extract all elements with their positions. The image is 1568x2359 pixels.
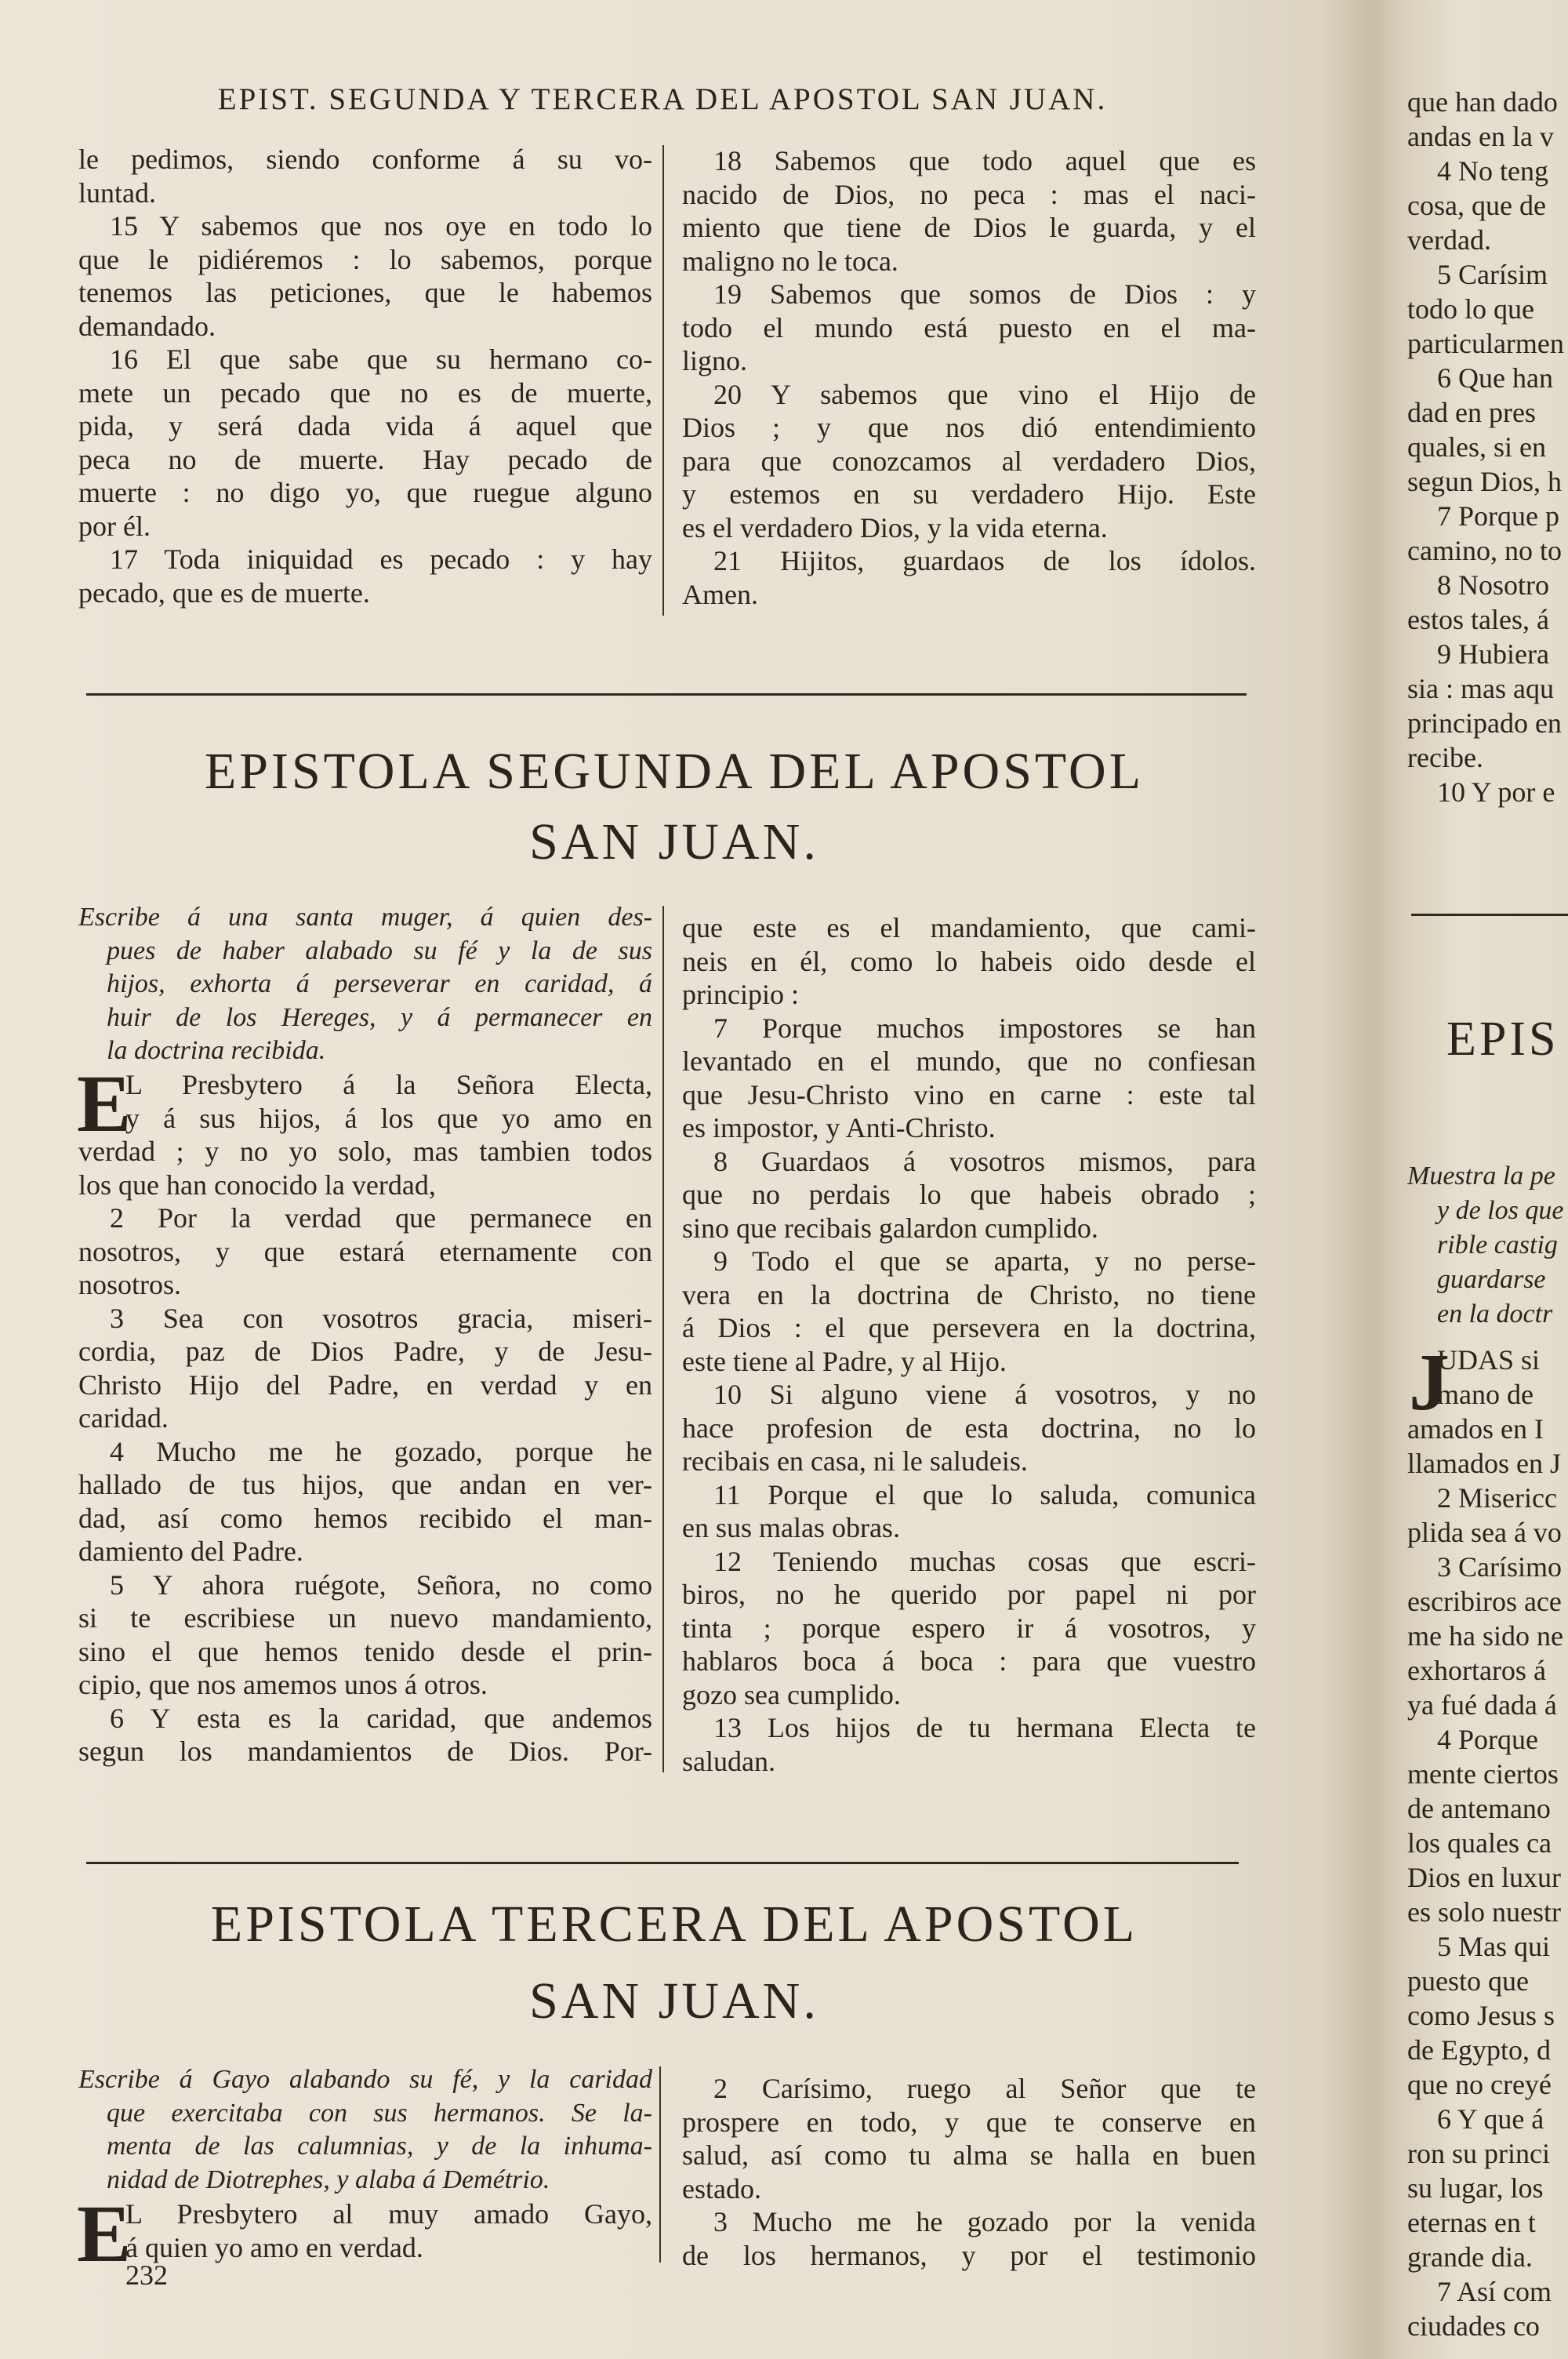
text-line: Amen. — [682, 578, 758, 610]
text-line: que le pidiéremos : lo sabemos, porque — [78, 243, 652, 275]
text-line: miento que tiene de Dios le guarda, y el — [682, 212, 1256, 243]
text-line: nosotros. — [78, 1269, 182, 1300]
column-divider — [662, 906, 664, 1772]
page-number: 232 — [125, 2259, 168, 2291]
summary-line: hijos, exhorta á perseverar en caridad, á — [107, 969, 652, 998]
section-rule — [86, 1862, 1239, 1864]
top-left-column — [78, 143, 652, 609]
facing-page-title: EPIS — [1446, 1012, 1559, 1066]
text-line: de Egypto, d — [1407, 2034, 1551, 2066]
text-line: verdad ; y no yo solo, mas tambien todos — [78, 1136, 652, 1167]
text-line: rible castig — [1437, 1230, 1558, 1259]
third-epistle-title-line2: SAN JUAN. — [529, 1972, 819, 2030]
text-line: 8 Guardaos á vosotros mismos, para — [713, 1145, 1256, 1177]
text-line: escribiros ace — [1407, 1586, 1562, 1617]
summary-line: huir de los Hereges, y á permanecer en — [107, 1002, 652, 1032]
text-line: segun Dios, h — [1407, 466, 1562, 497]
text-line: 4 No teng — [1437, 155, 1548, 187]
text-line: levantado en el mundo, que no confiesan — [682, 1045, 1256, 1077]
text-line: 10 Si alguno viene á vosotros, y no — [713, 1379, 1256, 1410]
text-line: 6 Y esta es la caridad, que andemos — [110, 1702, 652, 1734]
text-line: puesto que — [1407, 1965, 1529, 1997]
text-line: principado en — [1407, 707, 1562, 739]
text-line: damiento del Padre. — [78, 1536, 303, 1567]
text-line: 16 El que sabe que su hermano co- — [110, 343, 652, 375]
text-line: de los hermanos, y por el testimonio — [682, 2239, 1256, 2271]
text-line: Christo Hijo del Padre, en verdad y en — [78, 1369, 652, 1401]
text-line: á Dios : el que persevera en la doctrina, — [682, 1312, 1256, 1343]
third-epistle-summary — [78, 2063, 652, 2197]
text-line: los quales ca — [1407, 1827, 1552, 1859]
text-line: 4 Mucho me he gozado, porque he — [110, 1435, 652, 1467]
text-line: plida sea á vo — [1407, 1517, 1562, 1548]
text-line: 7 Porque p — [1437, 500, 1559, 532]
text-line: mano de — [1437, 1379, 1534, 1410]
text-line: Muestra la pe — [1407, 1161, 1555, 1190]
text-line: pida, y será dada vida á aquel que — [78, 410, 652, 442]
text-line: mente ciertos — [1407, 1758, 1559, 1790]
text-line: es solo nuestr — [1407, 1896, 1561, 1928]
text-line: cordia, paz de Dios Padre, y de Jesu- — [78, 1336, 652, 1367]
drop-cap: J — [1409, 1337, 1450, 1427]
text-line: le pedimos, siendo conforme á su vo- — [78, 144, 652, 175]
text-line: tinta ; porque espero ir á vosotros, y — [682, 1612, 1256, 1644]
text-line: 3 Sea con vosotros gracia, miseri- — [110, 1302, 652, 1334]
text-line: que no perdais lo que habeis obrado ; — [682, 1179, 1256, 1210]
text-line: dad, así como hemos recibido el man- — [78, 1502, 652, 1534]
facing-page-top-text — [1407, 85, 1568, 809]
column-divider — [659, 2066, 661, 2263]
section-rule — [86, 693, 1247, 696]
text-line: 5 Carísim — [1437, 259, 1548, 290]
text-line: 20 Y sabemos que vino el Hijo de — [713, 378, 1256, 410]
text-line: ligno. — [682, 345, 748, 376]
text-line: Dios en luxur — [1407, 1862, 1561, 1893]
text-line: 17 Toda iniquidad es pecado : y hay — [110, 543, 652, 575]
text-line: mete un pecado que no es de muerte, — [78, 376, 652, 409]
text-line: 2 Misericc — [1437, 1482, 1557, 1514]
text-line: que han dado — [1407, 86, 1558, 118]
text-line: como Jesus s — [1407, 2000, 1555, 2031]
text-line: sino que recibais galardon cumplido. — [682, 1212, 1098, 1244]
text-line: quales, si en — [1407, 431, 1546, 463]
text-line: luntad. — [78, 176, 156, 209]
text-line: es impostor, y Anti-Christo. — [682, 1112, 996, 1143]
top-right-column — [682, 144, 1256, 611]
text-line: dad en pres — [1407, 397, 1536, 428]
text-line: verdad. — [1407, 224, 1491, 256]
facing-page-body — [1407, 1337, 1568, 2343]
text-line: 3 Carísimo — [1437, 1551, 1562, 1583]
text-line: ciudades co — [1407, 2310, 1540, 2342]
text-line: todo lo que — [1407, 293, 1534, 325]
text-line: 21 Hijitos, guardaos de los ídolos. — [713, 545, 1256, 576]
drop-cap: E — [77, 1059, 132, 1149]
text-line: 13 Los hijos de tu hermana Electa te — [713, 1712, 1256, 1743]
text-line: eternas en t — [1407, 2207, 1536, 2238]
text-line: cipio, que nos amemos unos á otros. — [78, 1669, 488, 1700]
running-header: EPIST. SEGUNDA Y TERCERA DEL APOSTOL SAN JUAN. — [217, 82, 1108, 116]
text-line: 7 Así com — [1437, 2276, 1552, 2307]
text-line: estos tales, á — [1407, 604, 1549, 635]
text-line: principio : — [682, 979, 799, 1010]
text-line: saludan. — [682, 1745, 775, 1777]
text-line: grande dia. — [1407, 2241, 1533, 2273]
text-line: vera en la doctrina de Christo, no tiene — [682, 1278, 1256, 1310]
text-line: salud, así como tu alma se halla en buen — [682, 2139, 1256, 2171]
text-line: guardarse — [1437, 1265, 1546, 1294]
text-line: 9 Todo el que se aparta, y no perse- — [713, 1245, 1256, 1277]
third-epistle-title-line1: EPISTOLA TERCERA DEL APOSTOL — [210, 1896, 1138, 1953]
text-line: andas en la v — [1407, 121, 1554, 152]
text-line: 18 Sabemos que todo aquel que es — [713, 145, 1256, 176]
text-line: 5 Mas qui — [1437, 1931, 1550, 1962]
text-line: estado. — [682, 2172, 761, 2205]
text-line: amados en I — [1407, 1413, 1544, 1445]
text-line: 15 Y sabemos que nos oye en todo lo — [110, 210, 652, 242]
text-line: me ha sido ne — [1407, 1620, 1563, 1652]
second-epistle-title-line2: SAN JUAN. — [529, 813, 819, 871]
second-epistle-right-column — [682, 911, 1256, 1778]
text-line: 12 Teniendo muchas cosas que escri- — [713, 1545, 1256, 1577]
text-line: nacido de Dios, no peca : mas el naci- — [682, 178, 1256, 210]
drop-cap: E — [77, 2189, 132, 2279]
text-line: si te escribiese un nuevo mandamiento, — [78, 1602, 652, 1634]
summary-line: que exercitaba con sus hermanos. Se la- — [107, 2098, 652, 2128]
summary-line: la doctrina recibida. — [107, 1036, 326, 1065]
text-line: L Presbytero á la Señora Electa, — [125, 1069, 652, 1100]
column-divider — [662, 145, 664, 616]
text-line: los que han conocido la verdad, — [78, 1169, 436, 1201]
second-epistle-summary — [78, 901, 652, 1068]
text-line: 2 Carísimo, ruego al Señor que te — [713, 2073, 1256, 2104]
text-line: sia : mas aqu — [1407, 673, 1554, 704]
text-line: es el verdadero Dios, y la vida eterna. — [682, 511, 1108, 543]
text-line: 9 Hubiera — [1437, 638, 1549, 670]
summary-line: nidad de Diotrephes, y alaba á Demétrio. — [107, 2165, 550, 2194]
text-line: demandado. — [78, 310, 216, 342]
text-line: y estemos en su verdadero Hijo. Este — [682, 478, 1256, 510]
text-line: en la doctr — [1437, 1299, 1553, 1329]
text-line: y de los que — [1437, 1196, 1564, 1225]
text-line: segun los mandamientos de Dios. Por- — [78, 1736, 652, 1767]
text-line: hallado de tus hijos, que andan en ver- — [78, 1469, 652, 1500]
text-line: camino, no to — [1407, 535, 1562, 566]
text-line: 7 Porque muchos impostores se han — [713, 1012, 1256, 1044]
text-line: su lugar, los — [1407, 2172, 1544, 2204]
text-line: neis en él, como lo habeis oido desde el — [682, 945, 1256, 977]
text-line: hablaros boca á boca : para que vuestro — [682, 1645, 1256, 1677]
text-line: particularmen — [1407, 328, 1564, 359]
text-line: pecado, que es de muerte. — [78, 576, 370, 609]
text-line: tenemos las peticiones, que le habemos — [78, 277, 652, 308]
text-line: todo el mundo está puesto en el ma- — [682, 311, 1256, 343]
second-epistle-title-line1: EPISTOLA SEGUNDA DEL APOSTOL — [204, 743, 1145, 800]
summary-line: menta de las calumnias, y de la inhuma- — [107, 2132, 652, 2161]
text-line: que Jesu-Christo vino en carne : este tal — [682, 1078, 1256, 1110]
text-line: peca no de muerte. Hay pecado de — [78, 443, 652, 475]
text-line: 4 Porque — [1437, 1724, 1538, 1755]
text-line: de antemano — [1407, 1793, 1551, 1824]
text-line: caridad. — [78, 1402, 169, 1434]
text-line: Dios ; y que nos dió entendimiento — [682, 412, 1256, 443]
text-line: 2 Por la verdad que permanece en — [110, 1202, 652, 1234]
text-line: 11 Porque el que lo saluda, comunica — [713, 1478, 1256, 1510]
text-line: que este es el mandamiento, que cami- — [682, 912, 1256, 943]
text-line: biros, no he querido por papel ni por — [682, 1579, 1256, 1610]
text-line: gozo sea cumplido. — [682, 1678, 901, 1710]
text-line: L Presbytero al muy amado Gayo, — [125, 2198, 652, 2230]
text-line: prospere en todo, y que te conserve en — [682, 2106, 1256, 2138]
text-line: y á sus hijos, á los que yo amo en — [125, 1102, 652, 1134]
text-line: por él. — [78, 510, 151, 542]
text-line: llamados en J — [1407, 1448, 1561, 1479]
text-line: 3 Mucho me he gozado por la venida — [713, 2206, 1256, 2237]
third-epistle-right-column — [682, 2072, 1256, 2272]
third-epistle-left-column — [78, 2197, 652, 2264]
text-line: que no creyé — [1407, 2069, 1552, 2100]
text-line: este tiene al Padre, y al Hijo. — [682, 1345, 1007, 1377]
facing-page-rule — [1411, 914, 1568, 916]
text-line: exhortaros á — [1407, 1655, 1546, 1686]
text-line: 5 Y ahora ruégote, Señora, no como — [110, 1568, 652, 1601]
text-line: maligno no le toca. — [682, 245, 898, 277]
text-line: 10 Y por e — [1437, 776, 1555, 808]
text-line: muerte : no digo yo, que ruegue alguno — [78, 477, 652, 508]
text-line: 6 Y que á — [1437, 2103, 1544, 2135]
text-line: á quien yo amo en verdad. — [125, 2231, 423, 2263]
facing-page-summary — [1407, 1159, 1568, 1332]
text-line: 19 Sabemos que somos de Dios : y — [713, 278, 1256, 310]
second-epistle-left-column — [77, 1059, 652, 1768]
text-line: UDAS si — [1437, 1344, 1541, 1376]
summary-line: Escribe á una santa muger, á quien des- — [78, 903, 652, 932]
text-line: nosotros, y que estará eternamente con — [78, 1235, 652, 1267]
text-line: recibe. — [1407, 742, 1483, 773]
text-line: en sus malas obras. — [682, 1512, 900, 1543]
text-line: sino el que hemos tenido desde el prin- — [78, 1635, 652, 1667]
summary-line: Escribe á Gayo alabando su fé, y la caridad — [78, 2065, 652, 2094]
text-line: recibais en casa, ni le saludeis. — [682, 1445, 1028, 1477]
text-line: para que conozcamos al verdadero Dios, — [682, 445, 1256, 477]
summary-line: pues de haber alabado su fé y la de sus — [107, 936, 652, 965]
text-line: 6 Que han — [1437, 362, 1553, 394]
text-line: ya fué dada á — [1407, 1689, 1557, 1721]
text-line: hace profesion de esta doctrina, no lo — [682, 1412, 1256, 1444]
text-line: 8 Nosotro — [1437, 569, 1549, 601]
text-line: ron su princi — [1407, 2138, 1550, 2169]
text-line: cosa, que de — [1407, 190, 1546, 221]
